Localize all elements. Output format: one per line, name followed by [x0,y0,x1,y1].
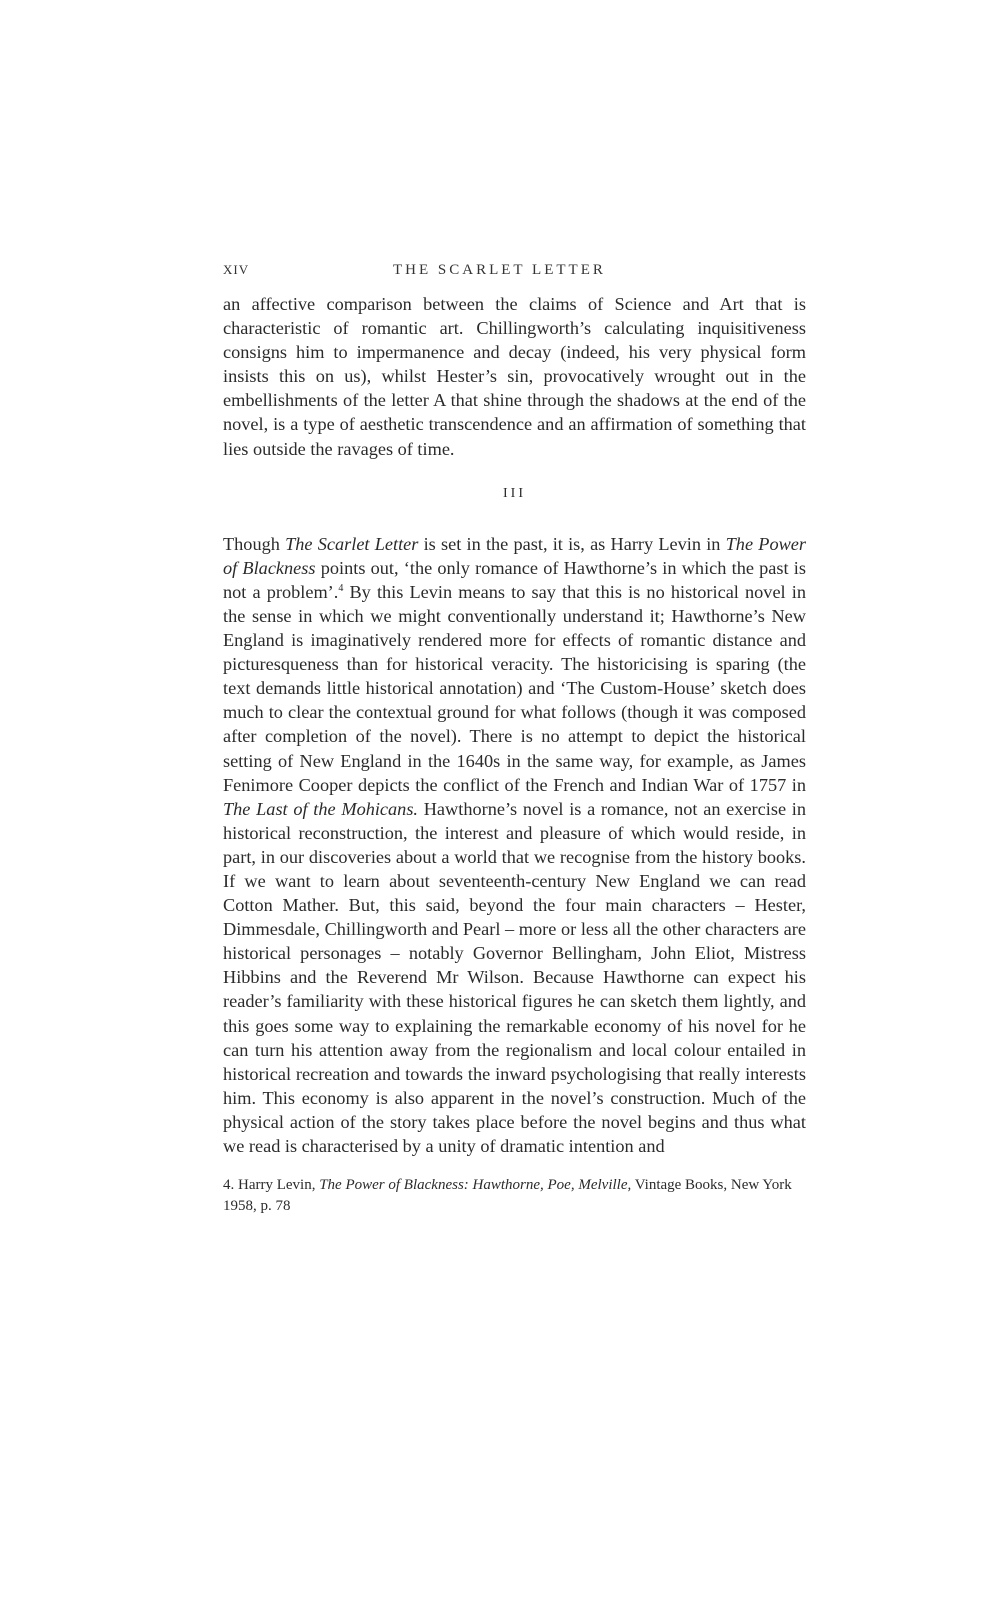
text-run: is set in the past, it is, as Harry Levin in [418,533,726,554]
footnote-marker: 4 [338,582,344,594]
text-run: Hawthorne’s novel is a romance, not an exercise in historical reconstruction, the interest and pleasure of which would reside, in part, in our discoveries about a world that we recognise from the history books. If we want to learn about seventeenth-century New England we can read Cotton Mather. But, this said, beyond the four main characters – Hester, Dimmesdale, Chillingworth and Pearl – more or less all the other characters are historical personages – notably Governor Bellingham, John Eliot, Mistress Hibbins and the Reverend Mr Wilson. Because Hawthorne can expect his reader’s familiarity with these historical figures he can sketch them lightly, and this goes some way to explaining the remarkable economy of his novel for he can turn his attention away from the regionalism and local colour entailed in historical recreation and towards the inward psychologising that really interests him. This economy is also apparent in the novel’s construction. Much of the physical action of the story takes place before the novel begins and thus what we read is characterised by a unity of dramatic intention and [223,798,806,1156]
section-number: III [503,485,526,501]
footnote-text: Vintage Books, New York 1958, p. 78 [223,1177,792,1215]
text-run: points out, ‘the only romance of Hawthorne’s in which the past is not a problem’. [223,557,806,602]
footnote-text: 4. Harry Levin, [223,1177,320,1194]
running-title: THE SCARLET LETTER [393,262,606,278]
book-title: The Scarlet Letter [285,533,419,554]
text-run: By this Levin means to say that this is no historical novel in the sense in which we might conventionally understand it; Hawthorne’s New England is imaginatively rendered more for effects of romantic distance and picturesqueness than for historical veracity. The historicising is sparing (the text demands little historical annotation) and ‘The Custom-House’ sketch does much to clear the contextual ground for what follows (though it was composed after completion of the novel). There is no attempt to depict the historical setting of New England in the 1640s in the same way, for example, as James Fenimore Cooper depicts the conflict of the French and Indian War of 1757 in [223,581,806,795]
footnote-book-title: The Power of Blackness: Hawthorne, Poe, Melville, [319,1177,632,1194]
text-run: Though [223,533,286,554]
book-page [223,262,806,1217]
body-paragraph-2 [223,532,806,1158]
running-head [223,262,806,286]
body-paragraph-1: an affective comparison between the claims of Science and Art that is characteristic of romantic art. Chillingworth’s calculating inquisitiveness consigns him to impermanence and decay (indeed, his very physical form insists this on us), whilst Hester’s sin, provocatively wrought out in the embellishments of the letter A that shine through the shadows at the end of the novel, is a type of aesthetic transcendence and an affirmation of something that lies outside the ravages of time. [223,294,806,459]
book-title: The Last of the Mohicans. [223,798,419,819]
footnote [223,1175,806,1217]
page-number: XIV [223,262,250,277]
book-title: The Power of Blackness [223,533,807,578]
